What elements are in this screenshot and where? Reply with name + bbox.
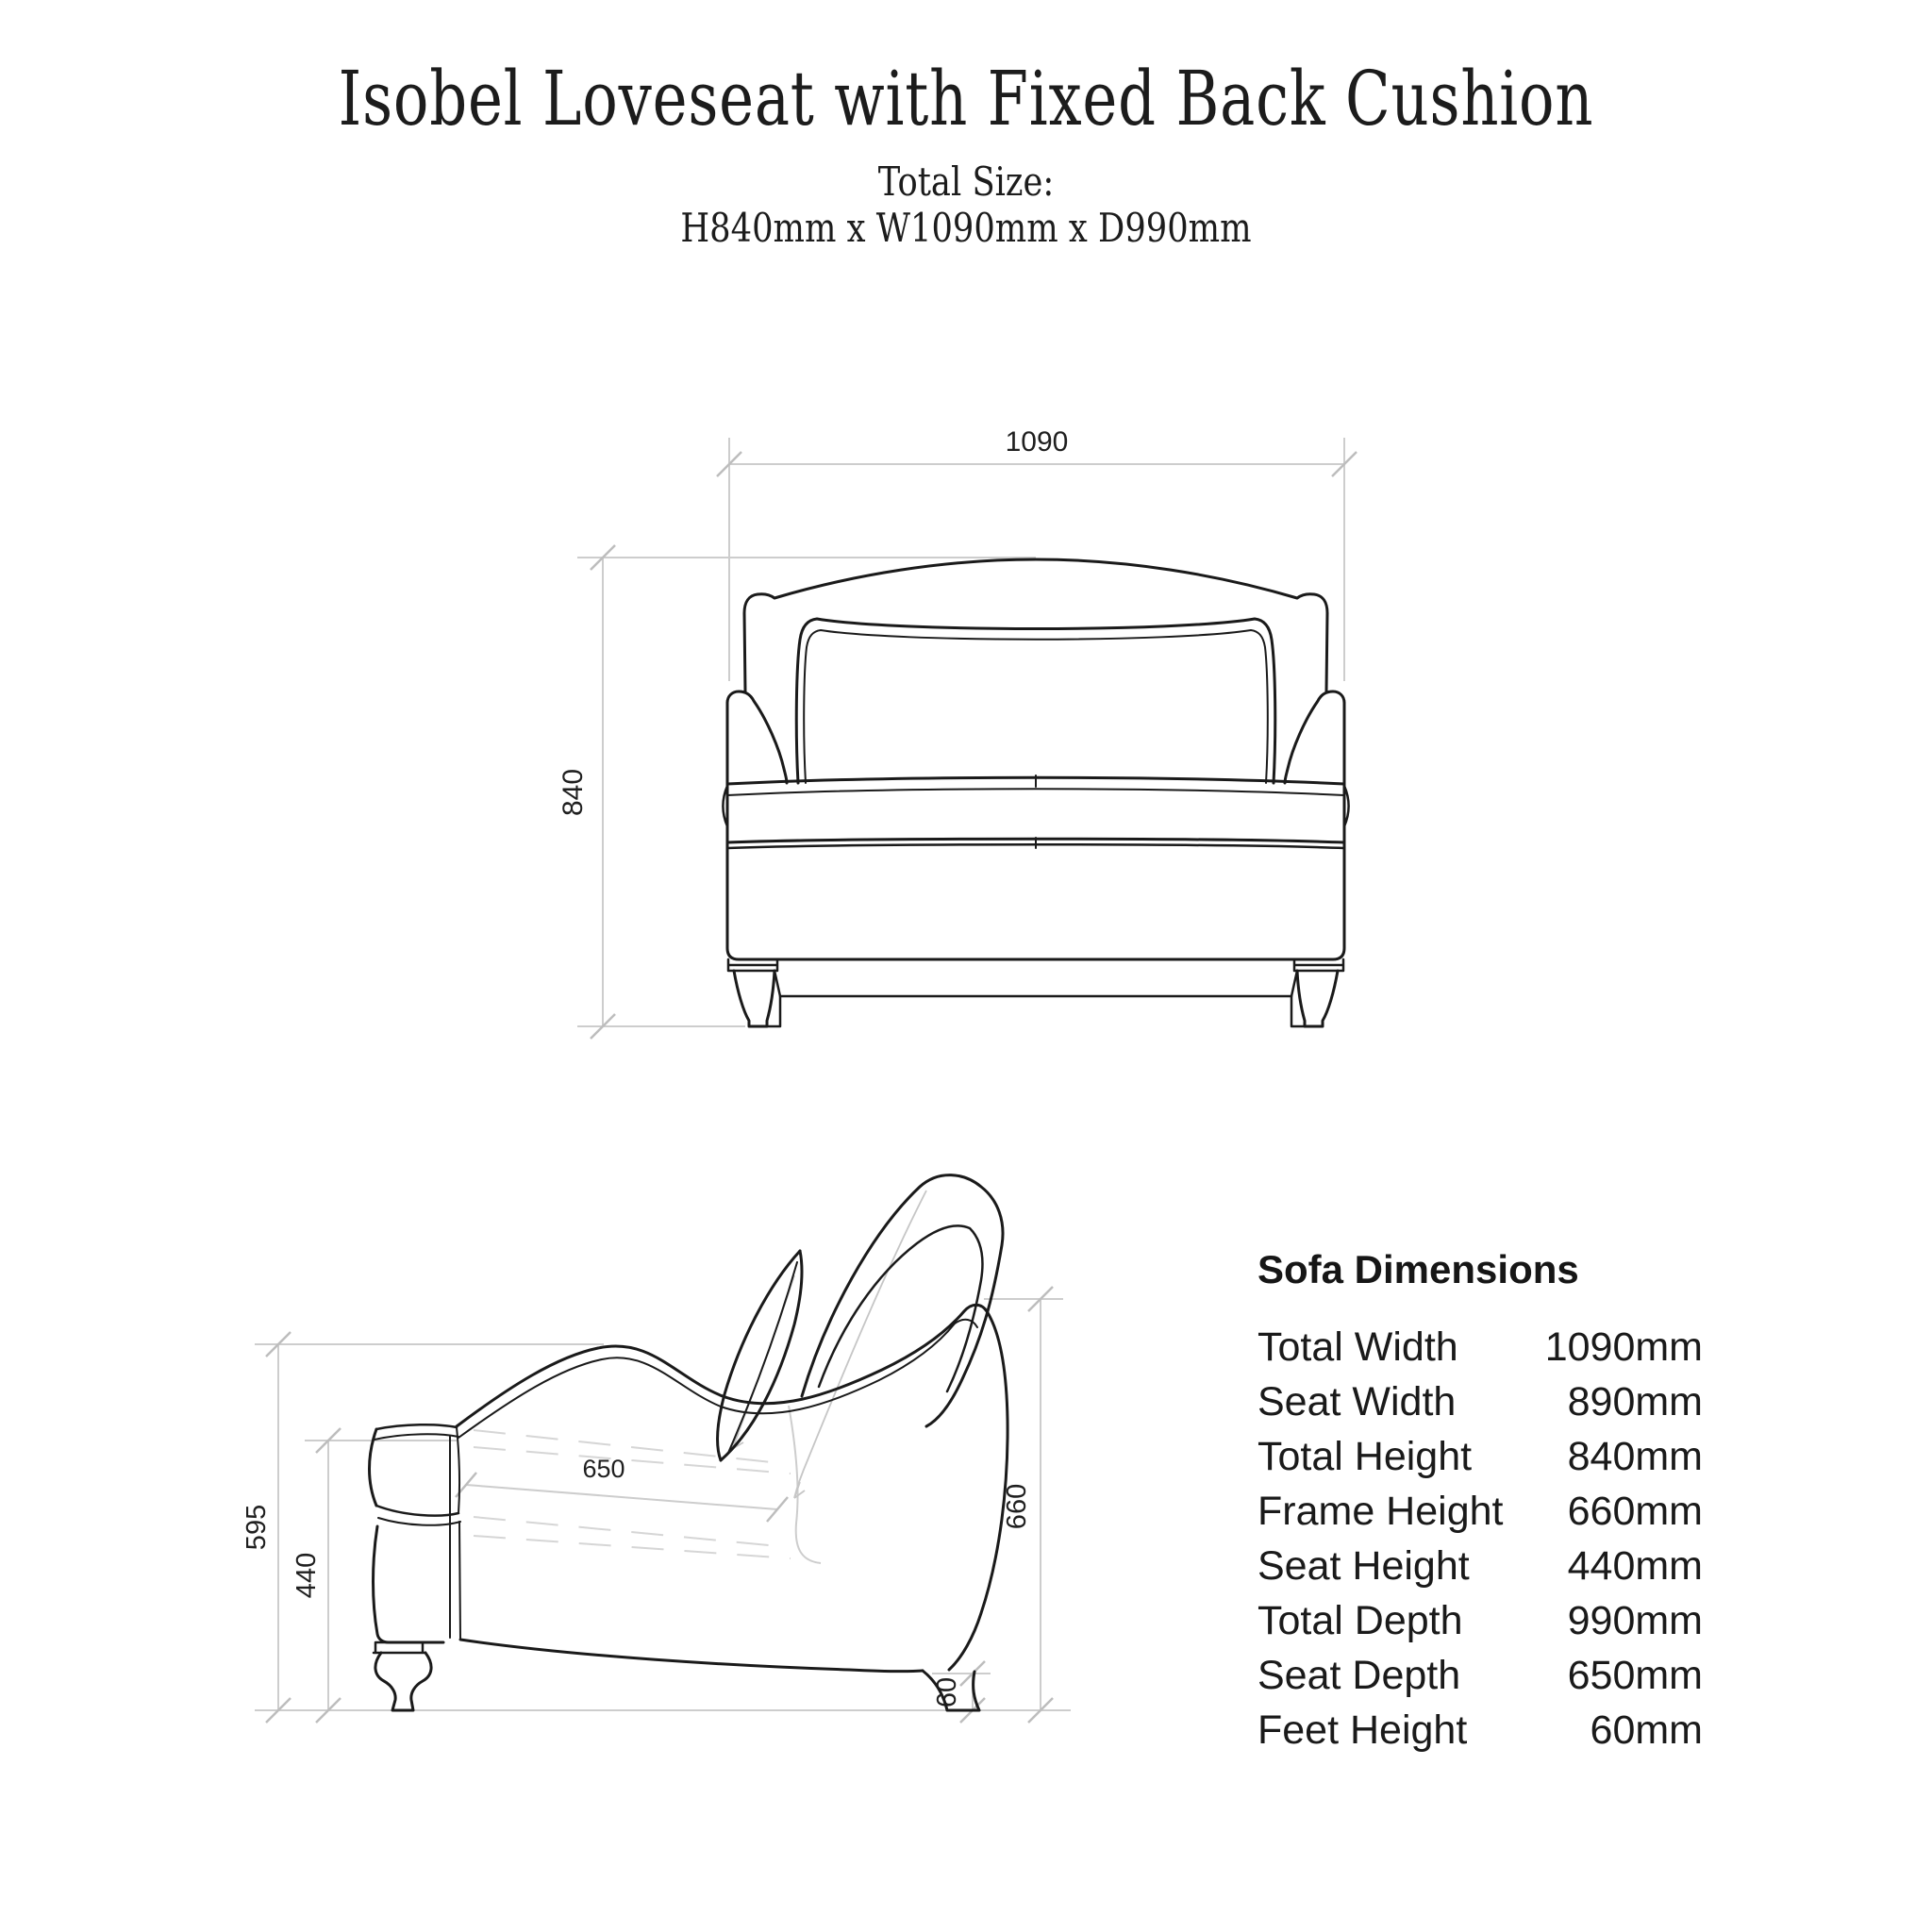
row-label: Total Width <box>1257 1324 1458 1370</box>
row-label: Feet Height <box>1257 1707 1468 1753</box>
row-label: Seat Width <box>1257 1379 1457 1424</box>
front-height-dim-label: 840 <box>558 768 589 817</box>
row-label: Total Depth <box>1257 1598 1463 1643</box>
side-hidden-seat-lines <box>474 1430 791 1558</box>
front-body-sides <box>727 703 1344 959</box>
front-right-arm <box>1285 691 1344 783</box>
table-row <box>1257 1598 1703 1653</box>
table-row <box>1257 1707 1703 1762</box>
row-value: 440mm <box>1567 1543 1703 1589</box>
row-label: Seat Depth <box>1257 1653 1461 1698</box>
row-value: 840mm <box>1567 1434 1703 1479</box>
row-value: 650mm <box>1567 1653 1703 1698</box>
front-left-leg <box>728 959 780 1026</box>
cushion-placement-arrows <box>732 1191 926 1498</box>
side-front-leg <box>374 1642 431 1710</box>
side-back-cushion-outline <box>802 1175 1003 1426</box>
page-title: Isobel Loveseat with Fixed Back Cushion <box>338 55 1594 142</box>
front-width-dim-label: 1090 <box>1005 426 1069 458</box>
front-left-arm <box>727 691 787 783</box>
sofa-dimensions-table <box>1257 1247 1703 1762</box>
row-value: 60mm <box>1590 1707 1703 1753</box>
table-row <box>1257 1543 1703 1598</box>
side-swoop-outline <box>457 1305 1008 1670</box>
front-right-leg <box>1291 959 1343 1026</box>
front-dimension-ticks <box>591 452 1357 1039</box>
row-value: 990mm <box>1567 1598 1703 1643</box>
table-row <box>1257 1379 1703 1434</box>
front-back-cushion-piping <box>804 630 1268 783</box>
side-hidden-cushion-front <box>789 1406 821 1563</box>
side-back-cushion-inner <box>819 1225 983 1391</box>
side-elevation-drawing <box>242 1175 1071 1723</box>
total-size-label: Total Size: <box>877 158 1055 205</box>
side-seat-depth-label: 650 <box>582 1455 625 1483</box>
side-frame-height-label: 660 <box>1002 1483 1032 1530</box>
side-seat-depth-dim-line <box>466 1485 777 1509</box>
back-cushion-arrow <box>794 1191 926 1498</box>
front-elevation-drawing <box>558 426 1357 1039</box>
total-size-dimensions: H840mm x W1090mm x D990mm <box>680 205 1252 251</box>
row-label: Seat Height <box>1257 1543 1470 1589</box>
side-seat-height-label: 440 <box>291 1552 322 1599</box>
table-heading: Sofa Dimensions <box>1257 1247 1579 1291</box>
total-size-block <box>155 158 1777 251</box>
table-row <box>1257 1434 1703 1489</box>
row-label: Frame Height <box>1257 1489 1504 1534</box>
side-feet-height-label: 60 <box>932 1676 962 1708</box>
table-row <box>1257 1489 1703 1543</box>
row-value: 660mm <box>1567 1489 1703 1534</box>
side-dimension-ticks <box>266 1287 1053 1723</box>
side-arm-height-label: 595 <box>242 1504 272 1551</box>
side-bottom-edge <box>460 1640 923 1672</box>
table-row <box>1257 1324 1703 1379</box>
row-value: 1090mm <box>1544 1324 1703 1370</box>
side-scatter-cushion <box>718 1251 802 1460</box>
front-back-cushion-outline <box>796 619 1274 783</box>
row-label: Total Height <box>1257 1434 1473 1479</box>
side-arm-panel <box>374 1526 444 1642</box>
row-value: 890mm <box>1567 1379 1703 1424</box>
front-back-arch <box>744 559 1327 691</box>
front-seat-cushion-piping <box>727 789 1344 795</box>
front-dimension-lines <box>577 438 1344 1026</box>
table-row <box>1257 1653 1703 1707</box>
